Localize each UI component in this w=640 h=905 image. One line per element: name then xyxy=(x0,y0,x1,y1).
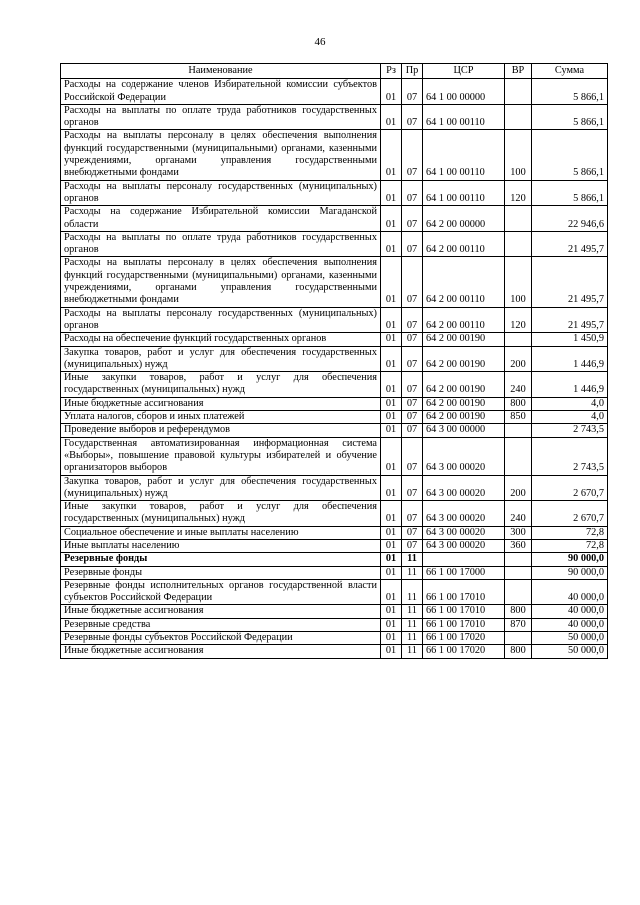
table-row xyxy=(61,553,608,566)
cell-csr: 64 1 00 00110 xyxy=(423,180,505,206)
cell-pr: 07 xyxy=(402,501,423,527)
cell-vr: 200 xyxy=(505,346,532,372)
cell-rz: 01 xyxy=(381,307,402,333)
cell-sum: 40 000,0 xyxy=(532,605,608,618)
cell-name: Проведение выборов и референдумов xyxy=(61,424,381,437)
cell-pr: 07 xyxy=(402,346,423,372)
cell-vr: 120 xyxy=(505,180,532,206)
cell-csr: 66 1 00 17010 xyxy=(423,579,505,605)
cell-csr: 66 1 00 17010 xyxy=(423,605,505,618)
cell-vr xyxy=(505,632,532,645)
cell-rz: 01 xyxy=(381,257,402,307)
cell-name: Иные бюджетные ассигнования xyxy=(61,605,381,618)
cell-sum: 4,0 xyxy=(532,397,608,410)
cell-name: Резервные фонды xyxy=(61,566,381,579)
cell-csr: 64 2 00 00190 xyxy=(423,346,505,372)
cell-sum: 50 000,0 xyxy=(532,645,608,658)
cell-vr xyxy=(505,231,532,257)
cell-csr xyxy=(423,553,505,566)
cell-pr: 11 xyxy=(402,618,423,631)
table-row xyxy=(61,79,608,105)
cell-rz: 01 xyxy=(381,645,402,658)
cell-vr xyxy=(505,333,532,346)
cell-name: Резервные фонды xyxy=(61,553,381,566)
cell-csr: 66 1 00 17020 xyxy=(423,645,505,658)
cell-pr: 07 xyxy=(402,206,423,232)
cell-csr: 64 2 00 00110 xyxy=(423,231,505,257)
cell-csr: 66 1 00 17020 xyxy=(423,632,505,645)
cell-vr: 800 xyxy=(505,645,532,658)
cell-csr: 66 1 00 17010 xyxy=(423,618,505,631)
cell-pr: 07 xyxy=(402,437,423,475)
cell-rz: 01 xyxy=(381,437,402,475)
table-row xyxy=(61,257,608,307)
table-row xyxy=(61,104,608,130)
cell-name: Резервные фонды исполнительных органов государственной власти субъектов Российской Федерации xyxy=(61,579,381,605)
table-row xyxy=(61,579,608,605)
cell-csr: 64 2 00 00110 xyxy=(423,257,505,307)
cell-rz: 01 xyxy=(381,632,402,645)
cell-pr: 07 xyxy=(402,79,423,105)
table-row xyxy=(61,566,608,579)
cell-csr: 64 2 00 00190 xyxy=(423,372,505,398)
cell-sum: 40 000,0 xyxy=(532,618,608,631)
table-row xyxy=(61,346,608,372)
cell-csr: 64 1 00 00000 xyxy=(423,79,505,105)
cell-pr: 07 xyxy=(402,333,423,346)
cell-pr: 07 xyxy=(402,104,423,130)
header-name: Наименование xyxy=(61,64,381,79)
cell-rz: 01 xyxy=(381,475,402,501)
table-row xyxy=(61,424,608,437)
cell-pr: 07 xyxy=(402,411,423,424)
cell-rz: 01 xyxy=(381,526,402,539)
cell-name: Закупка товаров, работ и услуг для обеспечения государственных (муниципальных) нужд xyxy=(61,346,381,372)
cell-sum: 22 946,6 xyxy=(532,206,608,232)
cell-name: Расходы на выплаты персоналу государственных (муниципальных) органов xyxy=(61,180,381,206)
cell-csr: 64 2 00 00000 xyxy=(423,206,505,232)
header-csr: ЦСР xyxy=(423,64,505,79)
cell-pr: 11 xyxy=(402,605,423,618)
cell-rz: 01 xyxy=(381,566,402,579)
cell-rz: 01 xyxy=(381,130,402,180)
page-number: 46 xyxy=(314,36,326,48)
cell-vr xyxy=(505,437,532,475)
cell-name: Резервные фонды субъектов Российской Федерации xyxy=(61,632,381,645)
table-row xyxy=(61,307,608,333)
cell-rz: 01 xyxy=(381,553,402,566)
table-row xyxy=(61,605,608,618)
cell-rz: 01 xyxy=(381,411,402,424)
cell-pr: 07 xyxy=(402,397,423,410)
cell-sum: 72,8 xyxy=(532,539,608,552)
cell-rz: 01 xyxy=(381,231,402,257)
cell-name: Иные выплаты населению xyxy=(61,539,381,552)
cell-vr xyxy=(505,206,532,232)
cell-rz: 01 xyxy=(381,333,402,346)
cell-pr: 07 xyxy=(402,424,423,437)
table-row xyxy=(61,397,608,410)
cell-sum: 90 000,0 xyxy=(532,553,608,566)
cell-vr: 870 xyxy=(505,618,532,631)
cell-name: Расходы на выплаты персоналу государственных (муниципальных) органов xyxy=(61,307,381,333)
cell-sum: 5 866,1 xyxy=(532,180,608,206)
cell-name: Расходы на выплаты по оплате труда работников государственных органов xyxy=(61,104,381,130)
cell-vr: 200 xyxy=(505,475,532,501)
cell-csr: 64 3 00 00020 xyxy=(423,437,505,475)
table-body xyxy=(61,79,608,658)
cell-sum: 2 743,5 xyxy=(532,437,608,475)
cell-vr xyxy=(505,104,532,130)
cell-rz: 01 xyxy=(381,372,402,398)
cell-pr: 11 xyxy=(402,579,423,605)
cell-rz: 01 xyxy=(381,104,402,130)
cell-vr: 100 xyxy=(505,257,532,307)
cell-rz: 01 xyxy=(381,618,402,631)
cell-pr: 07 xyxy=(402,130,423,180)
table-row xyxy=(61,231,608,257)
cell-csr: 64 1 00 00110 xyxy=(423,130,505,180)
table-row xyxy=(61,526,608,539)
cell-sum: 21 495,7 xyxy=(532,257,608,307)
cell-pr: 07 xyxy=(402,475,423,501)
cell-pr: 11 xyxy=(402,645,423,658)
cell-name: Резервные средства xyxy=(61,618,381,631)
cell-rz: 01 xyxy=(381,579,402,605)
table-row xyxy=(61,411,608,424)
cell-csr: 64 3 00 00020 xyxy=(423,475,505,501)
table-row xyxy=(61,618,608,631)
cell-vr xyxy=(505,553,532,566)
table-row xyxy=(61,333,608,346)
cell-vr: 300 xyxy=(505,526,532,539)
table-row xyxy=(61,645,608,658)
cell-vr: 100 xyxy=(505,130,532,180)
cell-name: Иные бюджетные ассигнования xyxy=(61,645,381,658)
cell-csr: 64 2 00 00110 xyxy=(423,307,505,333)
table-row xyxy=(61,180,608,206)
cell-name: Расходы на выплаты персоналу в целях обеспечения выполнения функций государственными (муниципальными) органами, казенными учреждениями, органами управления государственными внебюджетными фондами xyxy=(61,257,381,307)
cell-vr: 800 xyxy=(505,605,532,618)
cell-rz: 01 xyxy=(381,539,402,552)
cell-sum: 72,8 xyxy=(532,526,608,539)
cell-csr: 66 1 00 17000 xyxy=(423,566,505,579)
cell-name: Государственная автоматизированная информационная система «Выборы», повышение правовой культуры избирателей и обучение организаторов выборов xyxy=(61,437,381,475)
cell-name: Иные закупки товаров, работ и услуг для обеспечения государственных (муниципальных) нужд xyxy=(61,501,381,527)
cell-name: Расходы на содержание Избирательной комиссии Магаданской области xyxy=(61,206,381,232)
cell-csr: 64 2 00 00190 xyxy=(423,333,505,346)
cell-rz: 01 xyxy=(381,346,402,372)
table-row xyxy=(61,130,608,180)
cell-sum: 90 000,0 xyxy=(532,566,608,579)
cell-csr: 64 3 00 00020 xyxy=(423,539,505,552)
cell-vr xyxy=(505,566,532,579)
cell-sum: 50 000,0 xyxy=(532,632,608,645)
cell-sum: 1 450,9 xyxy=(532,333,608,346)
cell-vr xyxy=(505,424,532,437)
cell-vr: 240 xyxy=(505,372,532,398)
cell-pr: 07 xyxy=(402,307,423,333)
cell-vr xyxy=(505,579,532,605)
cell-vr: 360 xyxy=(505,539,532,552)
cell-rz: 01 xyxy=(381,206,402,232)
cell-sum: 1 446,9 xyxy=(532,346,608,372)
cell-sum: 1 446,9 xyxy=(532,372,608,398)
cell-sum: 5 866,1 xyxy=(532,130,608,180)
cell-sum: 21 495,7 xyxy=(532,307,608,333)
cell-sum: 4,0 xyxy=(532,411,608,424)
cell-pr: 07 xyxy=(402,257,423,307)
cell-pr: 07 xyxy=(402,372,423,398)
cell-sum: 5 866,1 xyxy=(532,104,608,130)
cell-name: Расходы на обеспечение функций государственных органов xyxy=(61,333,381,346)
cell-pr: 07 xyxy=(402,180,423,206)
cell-csr: 64 3 00 00020 xyxy=(423,526,505,539)
cell-name: Закупка товаров, работ и услуг для обеспечения государственных (муниципальных) нужд xyxy=(61,475,381,501)
cell-vr: 240 xyxy=(505,501,532,527)
cell-pr: 07 xyxy=(402,539,423,552)
cell-csr: 64 3 00 00020 xyxy=(423,501,505,527)
table-row xyxy=(61,437,608,475)
cell-name: Социальное обеспечение и иные выплаты населению xyxy=(61,526,381,539)
header-sum: Сумма xyxy=(532,64,608,79)
cell-rz: 01 xyxy=(381,501,402,527)
cell-name: Иные бюджетные ассигнования xyxy=(61,397,381,410)
cell-name: Расходы на выплаты персоналу в целях обеспечения выполнения функций государственными (муниципальными) органами, казенными учреждениями, органами управления государственными внебюджетными фондами xyxy=(61,130,381,180)
header-row xyxy=(61,64,608,79)
cell-rz: 01 xyxy=(381,397,402,410)
cell-sum: 2 743,5 xyxy=(532,424,608,437)
cell-name: Расходы на содержание членов Избирательной комиссии субъектов Российской Федерации xyxy=(61,79,381,105)
cell-csr: 64 3 00 00000 xyxy=(423,424,505,437)
cell-pr: 07 xyxy=(402,526,423,539)
cell-vr: 850 xyxy=(505,411,532,424)
cell-name: Расходы на выплаты по оплате труда работников государственных органов xyxy=(61,231,381,257)
budget-table xyxy=(60,63,608,659)
header-vr: ВР xyxy=(505,64,532,79)
cell-pr: 11 xyxy=(402,553,423,566)
table-row xyxy=(61,539,608,552)
table-row xyxy=(61,206,608,232)
cell-pr: 11 xyxy=(402,566,423,579)
cell-vr: 800 xyxy=(505,397,532,410)
header-rz: Рз xyxy=(381,64,402,79)
cell-csr: 64 2 00 00190 xyxy=(423,397,505,410)
cell-csr: 64 1 00 00110 xyxy=(423,104,505,130)
cell-name: Уплата налогов, сборов и иных платежей xyxy=(61,411,381,424)
cell-sum: 2 670,7 xyxy=(532,475,608,501)
cell-rz: 01 xyxy=(381,605,402,618)
cell-sum: 2 670,7 xyxy=(532,501,608,527)
cell-vr: 120 xyxy=(505,307,532,333)
table-row xyxy=(61,501,608,527)
cell-rz: 01 xyxy=(381,424,402,437)
table-row xyxy=(61,475,608,501)
cell-sum: 5 866,1 xyxy=(532,79,608,105)
table-row xyxy=(61,372,608,398)
cell-pr: 11 xyxy=(402,632,423,645)
cell-rz: 01 xyxy=(381,180,402,206)
cell-name: Иные закупки товаров, работ и услуг для обеспечения государственных (муниципальных) нужд xyxy=(61,372,381,398)
cell-csr: 64 2 00 00190 xyxy=(423,411,505,424)
cell-sum: 21 495,7 xyxy=(532,231,608,257)
cell-vr xyxy=(505,79,532,105)
cell-sum: 40 000,0 xyxy=(532,579,608,605)
header-pr: Пр xyxy=(402,64,423,79)
table-row xyxy=(61,632,608,645)
cell-pr: 07 xyxy=(402,231,423,257)
cell-rz: 01 xyxy=(381,79,402,105)
